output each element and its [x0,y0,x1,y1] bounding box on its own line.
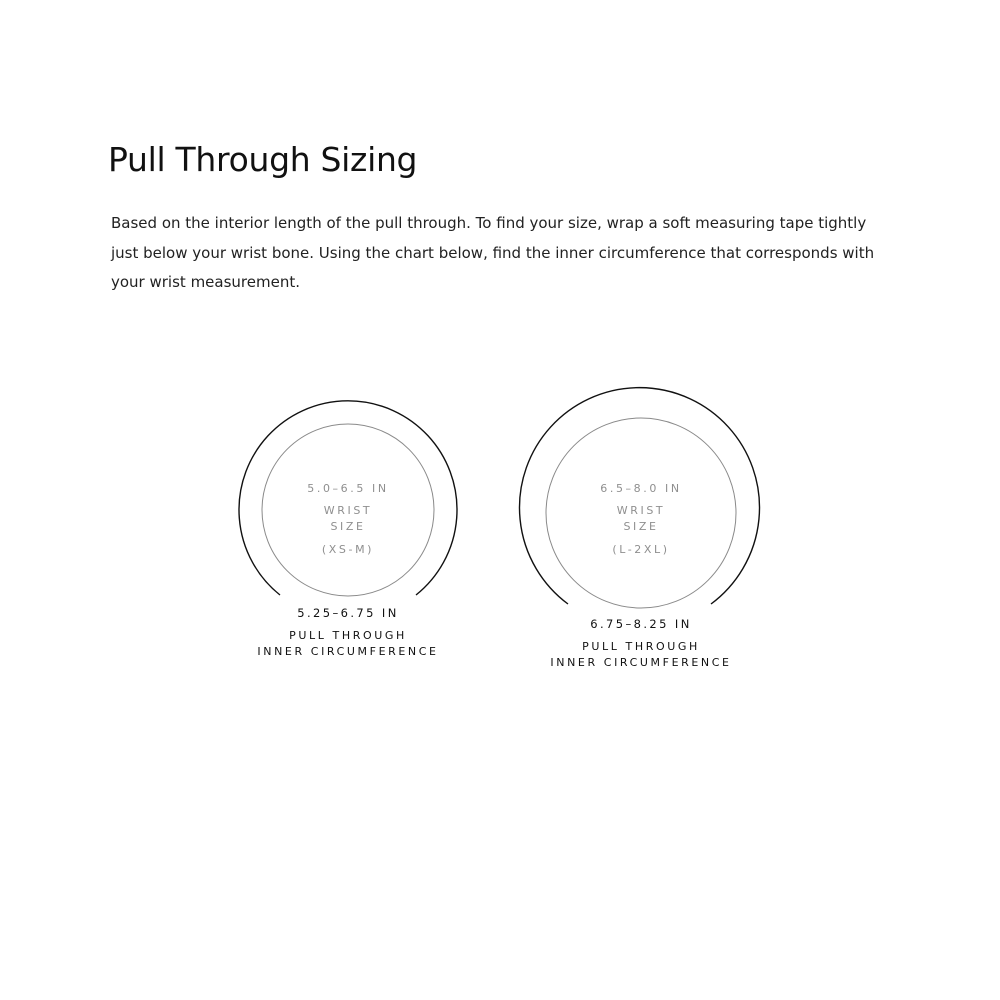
wrist-label-line2: SIZE [623,520,659,533]
page-title: Pull Through Sizing [108,140,418,179]
size-code-label: (L-2XL) [612,543,670,556]
size-option-small [239,401,457,658]
wrist-range-label: 5.0–6.5 IN [307,482,389,495]
wrist-range-label: 6.5–8.0 IN [600,482,682,495]
circumference-range-label: 5.25–6.75 IN [297,606,399,620]
circumference-label-line2: INNER CIRCUMFERENCE [257,645,439,658]
sizing-description: Based on the interior length of the pull through. To find your size, wrap a soft measuring tape tightly just below your wrist bone. Using the chart below, find the inner circumference that corresponds with your wrist measurement. [111,214,875,291]
wrist-label-line1: WRIST [323,504,373,517]
circumference-label-line1: PULL THROUGH [289,629,407,642]
pull-through-ring [239,401,457,595]
size-code-label: (XS-M) [321,543,375,556]
circumference-label-line1: PULL THROUGH [582,640,700,653]
pull-through-ring [519,388,759,604]
circumference-range-label: 6.75–8.25 IN [590,617,692,631]
wrist-label-line2: SIZE [330,520,366,533]
circumference-label-line2: INNER CIRCUMFERENCE [550,656,732,669]
size-option-large [519,388,759,669]
wrist-label-line1: WRIST [616,504,666,517]
